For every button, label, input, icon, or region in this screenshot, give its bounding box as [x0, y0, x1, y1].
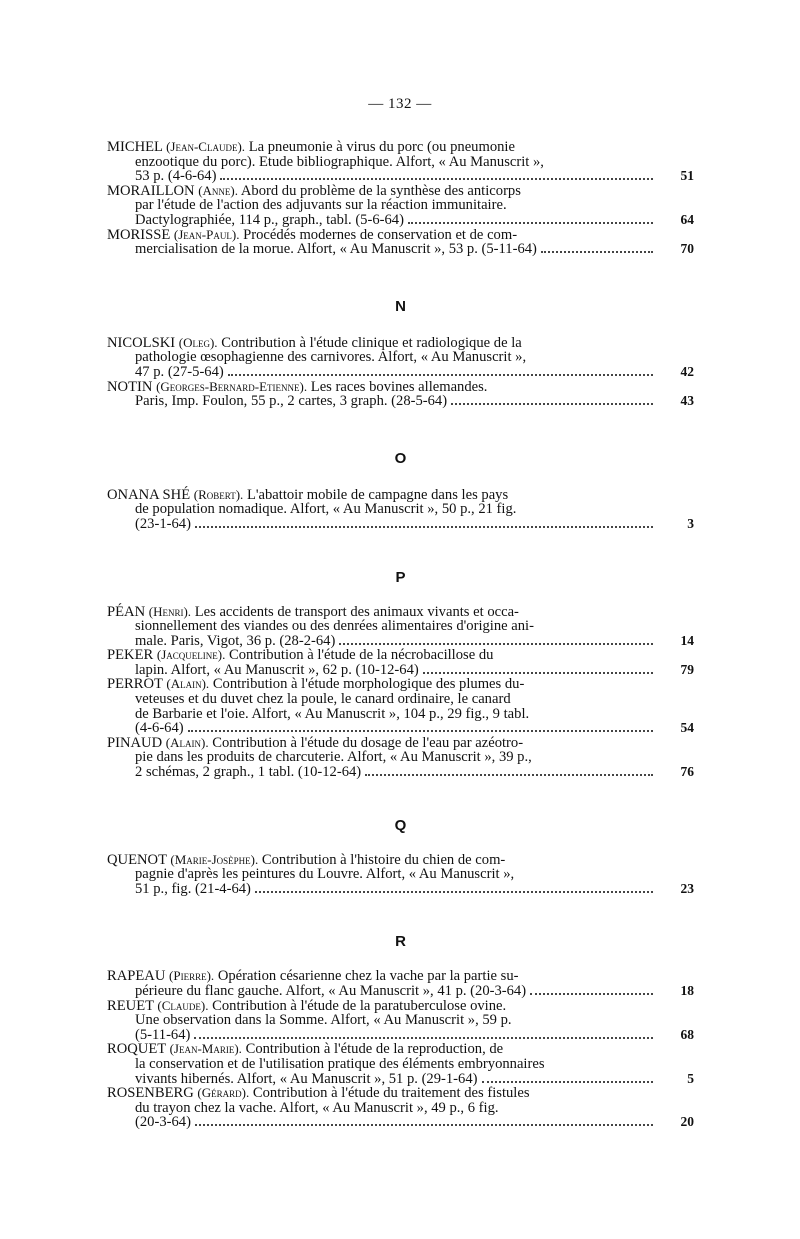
author-surname: PERROT — [107, 676, 163, 693]
dot-leader — [339, 643, 653, 645]
author-surname: REUET — [107, 997, 154, 1014]
page-reference: 14 — [680, 632, 694, 648]
author-given-name: (Jean-Marie). — [169, 1041, 242, 1057]
bibliography-entry — [107, 140, 694, 184]
author-given-name: (Oleg). — [178, 334, 218, 350]
author-given-name: (Georges-Bernard-Etienne). — [156, 378, 308, 394]
entry-line: veteuses et du duvet chez la poule, le canard ordinaire, le canard — [135, 691, 511, 708]
entry-title: Opération césarienne chez la vache par la partie su- — [217, 968, 519, 985]
author-surname: PÉAN — [107, 603, 146, 620]
entry-title: Contribution à l'étude du traitement des fistules — [252, 1085, 530, 1102]
entry-citation: Paris, Imp. Foulon, 55 p., 2 cartes, 3 graph. (28-5-64) — [135, 393, 448, 410]
dot-leader — [482, 1081, 654, 1083]
page-reference: 18 — [680, 983, 694, 998]
author-surname: QUENOT — [107, 851, 167, 868]
entry-title: L'abattoir mobile de campagne dans les pays — [246, 486, 509, 503]
entry-citation: (20-3-64) — [135, 1114, 191, 1131]
entry-line: de population nomadique. Alfort, « Au Manuscrit », 50 p., 21 fig. — [135, 501, 517, 518]
entry-citation: Dactylographiée, 114 p., graph., tabl. (5-6-64) — [135, 211, 404, 228]
section-letter: O — [394, 449, 407, 467]
entry-title: Abord du problème de la synthèse des anticorps — [240, 182, 521, 199]
entry-line: sionnellement des viandes ou des denrées alimentaires d'origine ani- — [135, 618, 534, 635]
bibliography-entry — [107, 853, 694, 897]
bibliography-entry — [107, 336, 694, 380]
entry-citation: (23-1-64) — [135, 515, 191, 532]
entry-citation: mercialisation de la morue. Alfort, « Au Manuscrit », 53 p. (5-11-64) — [135, 241, 537, 258]
bibliography-entry — [107, 184, 694, 228]
dot-leader — [530, 993, 653, 995]
dot-leader — [408, 222, 653, 224]
page-reference: 51 — [680, 168, 694, 184]
page-number: — 132 — — [368, 96, 432, 112]
entry-citation: lapin. Alfort, « Au Manuscrit », 62 p. (10-12-64) — [135, 661, 419, 678]
entry-line: pagnie d'après les peintures du Louvre. Alfort, « Au Manuscrit », — [135, 866, 515, 883]
bibliography-entry — [107, 1042, 694, 1086]
dot-leader — [228, 374, 653, 376]
author-given-name: (Robert). — [193, 486, 244, 502]
author-given-name: (Jean-Paul). — [173, 226, 240, 242]
entry-line: la conservation et de l'utilisation pratique des éléments embryonnaires — [135, 1055, 545, 1072]
author-given-name: (Alain). — [166, 676, 210, 692]
page-reference: 70 — [680, 241, 694, 257]
dot-leader — [255, 891, 653, 893]
author-given-name: (Alain). — [165, 734, 209, 750]
dot-leader — [541, 251, 653, 253]
section-letter: Q — [394, 816, 407, 834]
author-surname: MORISSE — [107, 226, 171, 243]
entry-title: Les accidents de transport des animaux vivants et occa- — [194, 603, 519, 620]
bibliography-entry — [107, 1086, 694, 1130]
author-given-name: (Anne). — [198, 182, 239, 198]
entry-line: pathologie œsophagienne des carnivores. Alfort, « Au Manuscrit », — [135, 349, 527, 366]
section-letter: R — [395, 933, 406, 951]
entry-citation: male. Paris, Vigot, 36 p. (28-2-64) — [135, 632, 336, 649]
author-given-name: (Jean-Claude). — [166, 139, 246, 154]
entry-line: pie dans les produits de charcuterie. Alfort, « Au Manuscrit », 39 p., — [135, 749, 532, 766]
entry-title: Procédés modernes de conservation et de com- — [243, 226, 518, 243]
page-reference: 5 — [687, 1070, 694, 1086]
dot-leader — [194, 1037, 653, 1039]
bibliography-entry — [107, 648, 694, 677]
page-reference: 68 — [680, 1026, 694, 1042]
entry-title: Contribution à l'histoire du chien de com- — [261, 851, 506, 868]
entry-citation: (4-6-64) — [135, 720, 184, 737]
author-surname: PINAUD — [107, 734, 163, 751]
entry-citation: vivants hibernés. Alfort, « Au Manuscrit », 51 p. (29-1-64) — [135, 1070, 478, 1087]
page-reference: 54 — [680, 720, 694, 736]
entry-citation: périeure du flanc gauche. Alfort, « Au Manuscrit », 41 p. (20-3-64) — [135, 983, 527, 999]
bibliography-entry — [107, 736, 694, 780]
author-surname: NOTIN — [107, 378, 153, 395]
author-given-name: (Marie-Josèphe). — [170, 851, 259, 867]
page-reference: 23 — [680, 880, 694, 896]
dot-leader — [195, 1124, 653, 1126]
author-surname: NICOLSKI — [107, 334, 176, 351]
entry-title: Contribution à l'étude de la reproduction, de — [245, 1041, 504, 1058]
bibliography-entry — [107, 677, 694, 735]
author-surname: RAPEAU — [107, 968, 166, 985]
dot-leader — [365, 774, 653, 776]
author-given-name: (Claude). — [157, 997, 209, 1013]
author-surname: ROSENBERG — [107, 1085, 194, 1102]
page-reference: 3 — [687, 515, 694, 531]
page-reference: 42 — [680, 363, 694, 379]
author-given-name: (Jacqueline). — [156, 647, 226, 663]
bibliography-entry — [107, 488, 694, 532]
entry-title: Contribution à l'étude clinique et radiologique de la — [221, 334, 522, 351]
entry-citation: (5-11-64) — [135, 1026, 191, 1043]
dot-leader — [423, 672, 653, 674]
entry-citation: 51 p., fig. (21-4-64) — [135, 880, 251, 897]
bibliography-entry — [107, 605, 694, 649]
entry-line: enzootique du porc). Etude bibliographique. Alfort, « Au Manuscrit », — [135, 153, 544, 170]
section-letter: N — [395, 297, 406, 315]
page-reference: 79 — [680, 661, 694, 677]
author-given-name: (Henri). — [148, 603, 192, 619]
dot-leader — [188, 730, 653, 732]
entry-citation: 47 p. (27-5-64) — [135, 363, 224, 380]
entry-title: Contribution à l'étude du dosage de l'eau par azéotro- — [212, 734, 524, 751]
author-surname: ONANA SHÉ — [107, 486, 191, 503]
author-given-name: (Pierre). — [169, 968, 215, 984]
author-surname: MICHEL — [107, 139, 163, 155]
entry-title: Contribution à l'étude de la nécrobacillose du — [229, 647, 494, 664]
dot-leader — [220, 178, 653, 180]
entry-line: par l'étude de l'action des adjuvants sur la réaction immunitaire. — [135, 197, 507, 214]
page-reference: 20 — [680, 1114, 694, 1130]
page-reference: 64 — [680, 211, 694, 227]
author-surname: PEKER — [107, 647, 154, 664]
dot-leader — [195, 526, 653, 528]
page-reference: 76 — [680, 764, 694, 780]
author-surname: MORAILLON — [107, 182, 195, 199]
entry-title: La pneumonie à virus du porc (ou pneumonie — [248, 139, 515, 155]
dot-leader — [451, 403, 653, 405]
author-given-name: (Gérard). — [197, 1085, 250, 1101]
bibliography-entry — [107, 999, 694, 1043]
entry-line: du trayon chez la vache. Alfort, « Au Manuscrit », 49 p., 6 fig. — [135, 1099, 499, 1116]
entry-title: Contribution à l'étude de la paratuberculose ovine. — [212, 997, 507, 1014]
entry-citation: 2 schémas, 2 graph., 1 tabl. (10-12-64) — [135, 764, 362, 781]
entry-line: de Barbarie et l'oie. Alfort, « Au Manuscrit », 104 p., 29 fig., 9 tabl. — [135, 705, 530, 722]
author-surname: ROQUET — [107, 1041, 166, 1058]
entry-title: Les races bovines allemandes. — [310, 378, 488, 395]
entry-title: Contribution à l'étude morphologique des plumes du- — [212, 676, 525, 693]
bibliography-entry — [107, 969, 694, 998]
bibliography-list — [107, 140, 694, 1130]
entry-citation: 53 p. (4-6-64) — [135, 168, 217, 185]
bibliography-entry — [107, 228, 694, 257]
entry-line: Une observation dans la Somme. Alfort, « Au Manuscrit », 59 p. — [135, 1012, 512, 1029]
page-reference: 43 — [680, 393, 694, 409]
bibliography-entry — [107, 380, 694, 409]
section-letter: P — [395, 568, 406, 586]
